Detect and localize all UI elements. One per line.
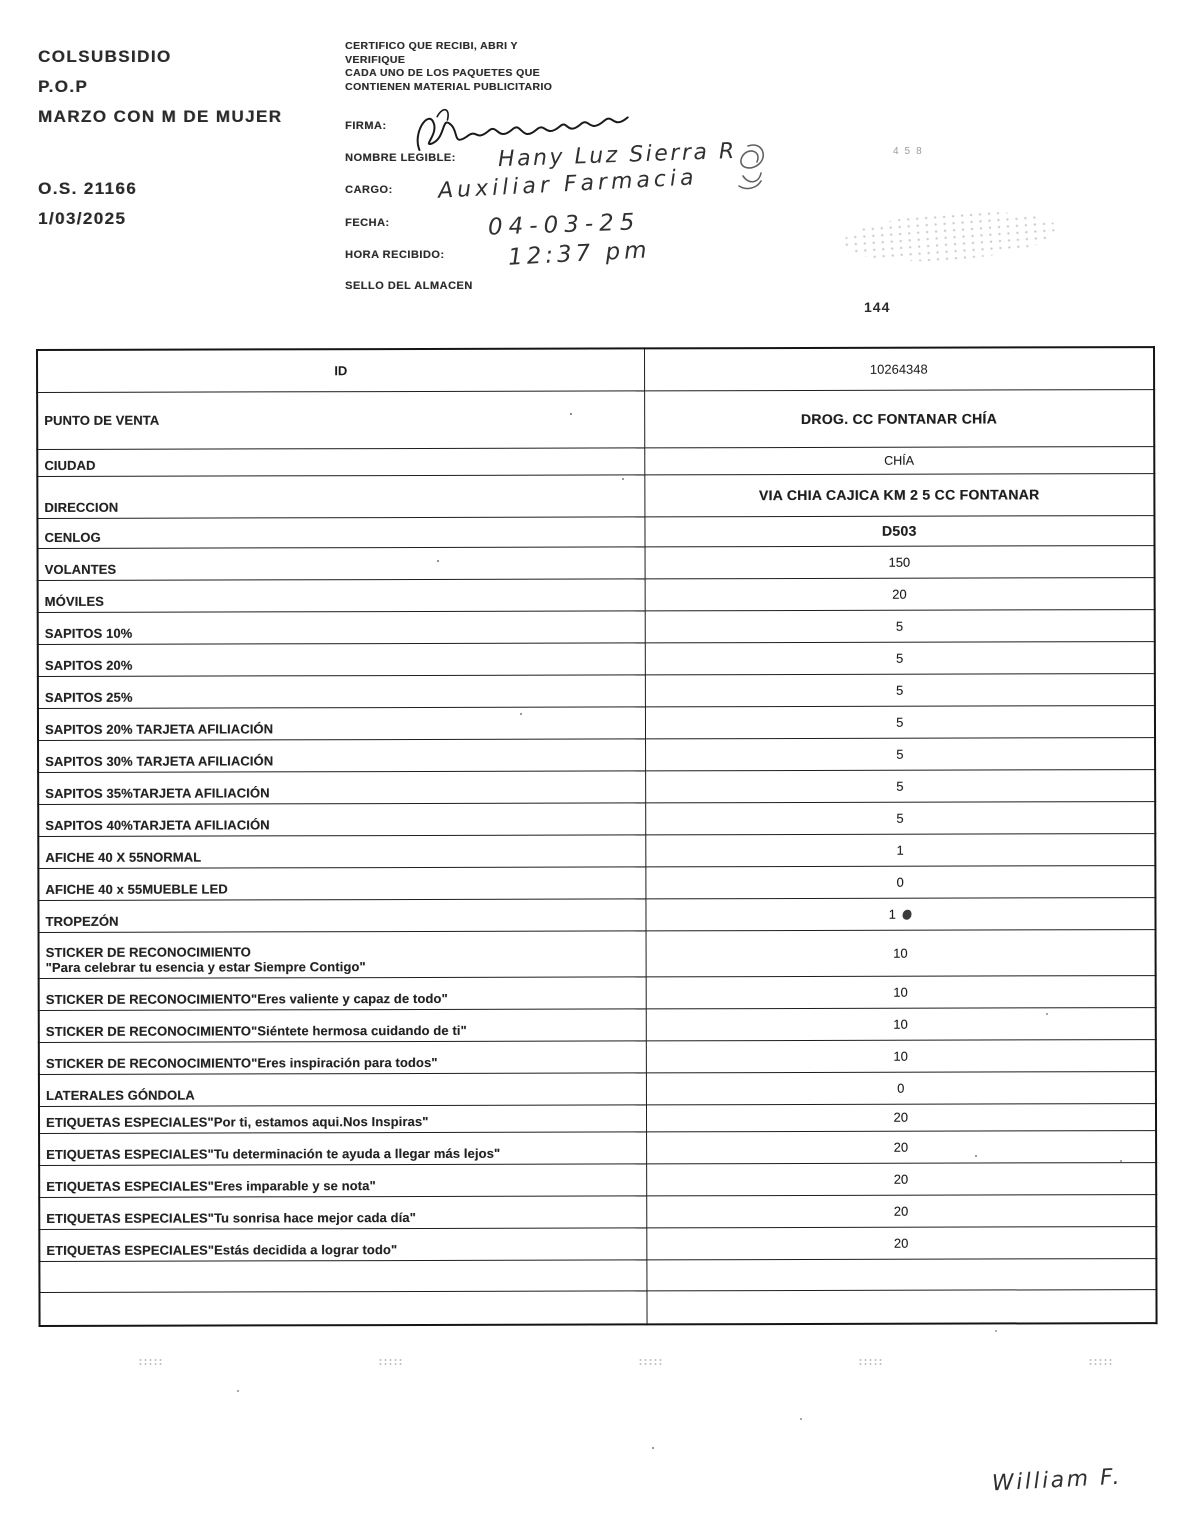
row-label: STICKER DE RECONOCIMIENTO"Eres inspiración para todos" [39, 1040, 646, 1074]
row-value: 10 [646, 929, 1156, 976]
pop-table-body [37, 347, 1157, 1326]
row-value [646, 1289, 1156, 1324]
row-value: 5 [645, 769, 1155, 802]
cargo-label: CARGO: [345, 184, 393, 196]
table-row [39, 1289, 1156, 1326]
row-value: 20 [646, 1226, 1156, 1259]
row-value: 20 [645, 577, 1155, 610]
row-label: CENLOG [37, 516, 644, 548]
row-value: 1 [645, 897, 1155, 930]
table-row [38, 705, 1155, 740]
row-label: STICKER DE RECONOCIMIENTO"Siéntete hermosa cuidando de ti" [39, 1008, 646, 1042]
row-label: STICKER DE RECONOCIMIENTO "Para celebrar tu esencia y estar Siempre Contigo" [39, 930, 646, 978]
row-label: PUNTO DE VENTA [37, 390, 644, 449]
row-label: AFICHE 40 x 55MUEBLE LED [38, 866, 645, 900]
row-value: 20 [646, 1130, 1156, 1163]
row-label: MÓVILES [38, 578, 645, 612]
row-label: SAPITOS 30% TARJETA AFILIACIÓN [38, 738, 645, 772]
table-row [38, 545, 1155, 580]
nombre-legible-label: NOMBRE LEGIBLE: [345, 152, 456, 164]
row-value: D503 [644, 515, 1154, 546]
row-label: ETIQUETAS ESPECIALES"Tu sonrisa hace mejor cada día" [39, 1195, 646, 1229]
table-row [39, 1194, 1156, 1229]
row-value: 5 [645, 673, 1155, 706]
row-value: 20 [646, 1103, 1156, 1131]
order-date: 1/03/2025 [38, 209, 127, 228]
pop-label: P.O.P [38, 77, 89, 96]
table-row [38, 801, 1155, 836]
row-value: 10 [646, 975, 1156, 1008]
table-row [38, 673, 1155, 708]
certification-line: CERTIFICO QUE RECIBI, ABRI Y [345, 40, 518, 52]
table-row [38, 865, 1155, 900]
row-label: SAPITOS 25% [38, 674, 645, 708]
row-value: VIA CHIA CAJICA KM 2 5 CC FONTANAR [644, 473, 1154, 516]
row-value: 5 [645, 641, 1155, 674]
row-value: DROG. CC FONTANAR CHÍA [644, 389, 1154, 447]
table-row [39, 1226, 1156, 1261]
row-label: LATERALES GÓNDOLA [39, 1072, 646, 1106]
row-label: ETIQUETAS ESPECIALES"Tu determinación te ayuda a llegar más lejos" [39, 1131, 646, 1165]
row-value: 20 [646, 1162, 1156, 1195]
row-value: 150 [645, 545, 1155, 578]
table-row [39, 1039, 1156, 1074]
row-value: 0 [646, 1071, 1156, 1104]
table-row [38, 897, 1155, 932]
table-row [38, 833, 1155, 868]
table-row [39, 1071, 1156, 1106]
bottom-signature-handwritten: William F. [991, 1464, 1123, 1497]
id-header-label: ID [37, 348, 644, 392]
scan-specks [0, 0, 2, 2]
table-row-id [37, 347, 1154, 392]
row-label: ETIQUETAS ESPECIALES"Por ti, estamos aqui.Nos Inspiras" [39, 1104, 646, 1133]
row-value: 5 [645, 609, 1155, 642]
pop-delivery-table [36, 346, 1156, 1327]
faint-stamp-noise [841, 206, 1060, 268]
faint-stamp-fragment: 458 [893, 146, 928, 157]
hora-recibido-label: HORA RECIBIDO: [345, 249, 445, 261]
cargo-handwritten: Auxiliar Farmacia [437, 165, 699, 204]
row-label: SAPITOS 10% [38, 610, 645, 644]
row-label: SAPITOS 35%TARJETA AFILIACIÓN [38, 770, 645, 804]
row-value: 20 [646, 1194, 1156, 1227]
certification-statement [345, 40, 775, 94]
table-row [39, 1130, 1156, 1165]
table-row [39, 1103, 1156, 1133]
row-label: ETIQUETAS ESPECIALES"Estás decidida a lograr todo" [39, 1227, 646, 1261]
row-value [646, 1258, 1156, 1290]
page-number: 144 [864, 299, 891, 315]
certification-line: VERIFIQUE [345, 53, 406, 66]
row-label [39, 1290, 646, 1326]
table-row [38, 769, 1155, 804]
row-label: AFICHE 40 X 55NORMAL [38, 834, 645, 868]
table-row [37, 473, 1154, 518]
row-label: DIRECCION [37, 474, 644, 518]
table-row [37, 446, 1154, 476]
firma-label: FIRMA: [345, 120, 387, 132]
row-value: 5 [645, 801, 1155, 834]
small-scribble-stamp [722, 138, 774, 194]
company-name: COLSUBSIDIO [38, 47, 172, 66]
id-header-value: 10264348 [644, 347, 1154, 390]
handwritten-mark [903, 910, 912, 920]
document-header-left [38, 42, 282, 234]
nombre-legible-handwritten: Hany Luz Sierra R [497, 138, 738, 173]
campaign-title: MARZO CON M DE MUJER [38, 107, 283, 126]
table-row [39, 1258, 1156, 1292]
row-value: 10 [646, 1007, 1156, 1040]
fecha-label: FECHA: [345, 217, 390, 229]
fecha-handwritten: 04-03-25 [487, 209, 641, 241]
row-value: 5 [645, 737, 1155, 770]
table-row [37, 515, 1154, 548]
row-label: SAPITOS 40%TARJETA AFILIACIÓN [38, 802, 645, 836]
row-label: STICKER DE RECONOCIMIENTO"Eres valiente y capaz de todo" [39, 976, 646, 1010]
sello-almacen-label: SELLO DEL ALMACEN [345, 280, 473, 292]
certification-line: CADA UNO DE LOS PAQUETES QUE [345, 67, 540, 79]
row-label: SAPITOS 20% [38, 642, 645, 676]
row-label [39, 1259, 646, 1292]
row-label: VOLANTES [38, 546, 645, 580]
row-value: 5 [645, 705, 1155, 738]
row-label: ETIQUETAS ESPECIALES"Eres imparable y se nota" [39, 1163, 646, 1197]
row-label: CIUDAD [37, 447, 644, 476]
row-value: 0 [645, 865, 1155, 898]
table-row [38, 577, 1155, 612]
table-row [37, 389, 1154, 449]
row-label: TROPEZÓN [38, 898, 645, 932]
table-row [38, 737, 1155, 772]
row-value: 1 [645, 833, 1155, 866]
certification-line: CONTIENEN MATERIAL PUBLICITARIO [345, 80, 553, 93]
row-label: SAPITOS 20% TARJETA AFILIACIÓN [38, 706, 645, 740]
row-value: 10 [646, 1039, 1156, 1072]
table-row [39, 1162, 1156, 1197]
order-number: O.S. 21166 [38, 179, 138, 198]
hora-recibido-handwritten: 12:37 pm [507, 237, 652, 271]
table-row [39, 1007, 1156, 1042]
table-row [39, 929, 1156, 978]
table-row [38, 641, 1155, 676]
row-value: CHÍA [644, 446, 1154, 474]
table-row [39, 975, 1156, 1010]
table-row [38, 609, 1155, 644]
